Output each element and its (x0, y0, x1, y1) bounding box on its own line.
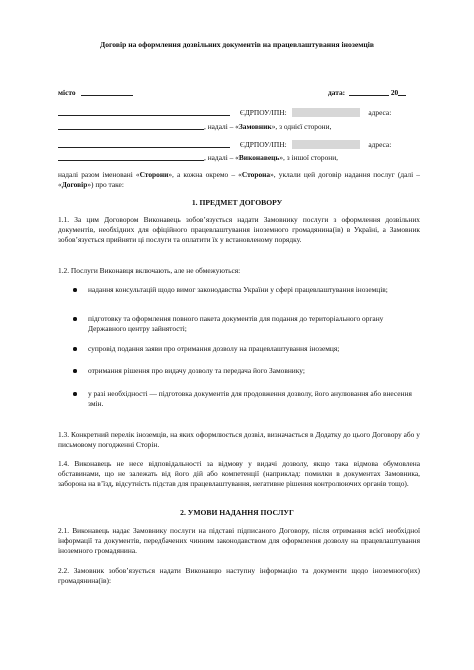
customer-line-1 (58, 108, 420, 117)
customer-prefix: , надалі – « (204, 122, 239, 131)
bullet-icon (73, 347, 77, 351)
customer-line-2 (58, 122, 420, 131)
bullet-icon (73, 317, 77, 321)
clause-1-4: 1.4. Виконавець не несе відповідальності за відмову у видачі дозволу, якщо така відмова обумовлена обставинами, що не залежать від його дій або компетенції (наприклад: помилки в документах Замовника, заборона на в’їзд, відсутність підстав для працевлаштування, негативне рішення контролюючих органів тощо). (58, 459, 420, 488)
clause-2-1: 2.1. Виконавець надає Замовнику послуги на підставі підписаного Договору, після отримання всієї необхідної інформації та документів, передбачених чинним законодавством для оформлення дозволу на працевлаштування іноземного громадянина. (58, 526, 420, 555)
document-page: Договір на оформлення дозвільних документів на працевлаштування іноземців місто дата: 20 ЄДРПОУ/ІПН: адреса: , надалі – «Замовник», з однієї сторони, ЄДРПОУ/ІПН: адреса: , надалі – «Виконавець», з іншої сторони, надалі разом іменовані «Сторони», а кожна окремо – «Сторона», уклали цей договір надання послуг (далі – «Договір») про таке: 1. ПРЕДМЕТ ДОГОВОРУ 1.1. За цим Договором Виконавець зобов’язується надати Замовнику послуги з оформлення дозвільних документів, необхідних для офіційного працевлаштування іноземного громадянина(ів) в Україні, а Замовник зобов’язується прийняти ці послуги та оплатити їх у встановленому порядку. 1.2. Послуги Виконавця включають, але не обмежуються: надання консультацій щодо вимог законодавства України у сфері працевлаштування іноземців; підготовку та оформлення повного пакета документів для подання до територіального органу Державного центру зайнятості; супровід подання заяви про отримання дозволу на працевлаштування іноземця; отримання рішення про видачу дозволу та передача його Замовнику; у разі необхідності — підготовка документів для продовження дозволу, його анулювання або внесення змін. 1.3. Конкретний перелік іноземців, на яких оформлюється дозвіл, визначається в Додатку до цього Договору або у письмовому погодженні Сторін. 1.4. Виконавець не несе відповідальності за відмову у видачі дозволу, якщо така відмова обумовлена обставинами, що не залежать від його дій або компетенції (наприклад: помилки в документах Замовника, заборона на в’їзд, відсутність підстав для працевлаштування, негативне рішення контролюючих органів тощо). 2. УМОВИ НАДАННЯ ПОСЛУГ 2.1. Виконавець надає Замовнику послуги на підставі підписаного Договору, після отримання всієї необхідної інформації та документів, передбачених чинним законодавством для оформлення дозволу на працевлаштування іноземного громадянина. 2.2. Замовник зобов’язується надати Виконавцю наступну інформацію та документи щодо іноземного(их) громадянина(ів): (0, 0, 474, 670)
contractor-address-label: адреса: (368, 140, 392, 149)
contractor-line-2 (58, 153, 420, 162)
customer-address-label: адреса: (368, 108, 392, 117)
year-field[interactable] (398, 88, 406, 96)
customer-name-field[interactable] (58, 108, 230, 116)
customer-term: Замовник (238, 122, 272, 131)
contractor-term: Виконавець (238, 153, 280, 162)
customer-suffix: », з однієї сторони, (271, 122, 332, 131)
contractor-name-field[interactable] (58, 140, 230, 148)
document-title: Договір на оформлення дозвільних документів на працевлаштування іноземців (99, 40, 375, 49)
section-1-heading: 1. ПРЕДМЕТ ДОГОВОРУ (191, 198, 283, 207)
customer-edrpou-label: ЄДРПОУ/ІПН: (239, 108, 287, 117)
contractor-edrpou-field[interactable] (292, 140, 360, 149)
date-block (328, 88, 406, 97)
year-prefix: 20 (390, 88, 399, 97)
city-date-line (58, 88, 420, 97)
bullet-icon (73, 392, 77, 396)
city-label: місто (58, 88, 76, 97)
contractor-edrpou-label: ЄДРПОУ/ІПН: (239, 140, 287, 149)
date-label: дата: (328, 88, 346, 97)
customer-address-field[interactable] (58, 122, 204, 130)
customer-edrpou-field[interactable] (292, 108, 360, 117)
contractor-line-1 (58, 140, 420, 149)
contractor-address-field[interactable] (58, 153, 204, 161)
date-field[interactable] (349, 88, 389, 96)
city-field[interactable] (81, 88, 133, 96)
bullet-icon (73, 369, 77, 373)
contractor-prefix: , надалі – « (204, 153, 239, 162)
bullet-icon (73, 288, 77, 292)
clause-1-2: 1.2. Послуги Виконавця включають, але не обмежуються: (58, 266, 241, 275)
clause-1-3: 1.3. Конкретний перелік іноземців, на яких оформлюється дозвіл, визначається в Додатку до цього Договору або у письмовому погодженні Сторін. (58, 430, 420, 449)
contractor-suffix: », з іншої сторони, (279, 153, 339, 162)
section-2-heading: 2. УМОВИ НАДАННЯ ПОСЛУГ (180, 508, 294, 517)
intro-paragraph: надалі разом іменовані «Сторони», а кожна окремо – «Сторона», уклали цей договір надання послуг (далі – «Договір») про таке: (58, 170, 420, 189)
clause-1-1: 1.1. За цим Договором Виконавець зобов’язується надати Замовнику послуги з оформлення дозвільних документів, необхідних для офіційного працевлаштування іноземного громадянина(ів) в Україні, а Замовник зобов’язується прийняти ці послуги та оплатити їх у встановленому порядку. (58, 215, 420, 244)
clause-2-2: 2.2. Замовник зобов’язується надати Виконавцю наступну інформацію та документи щодо іноземного(их) громадянина(ів): (58, 566, 420, 585)
